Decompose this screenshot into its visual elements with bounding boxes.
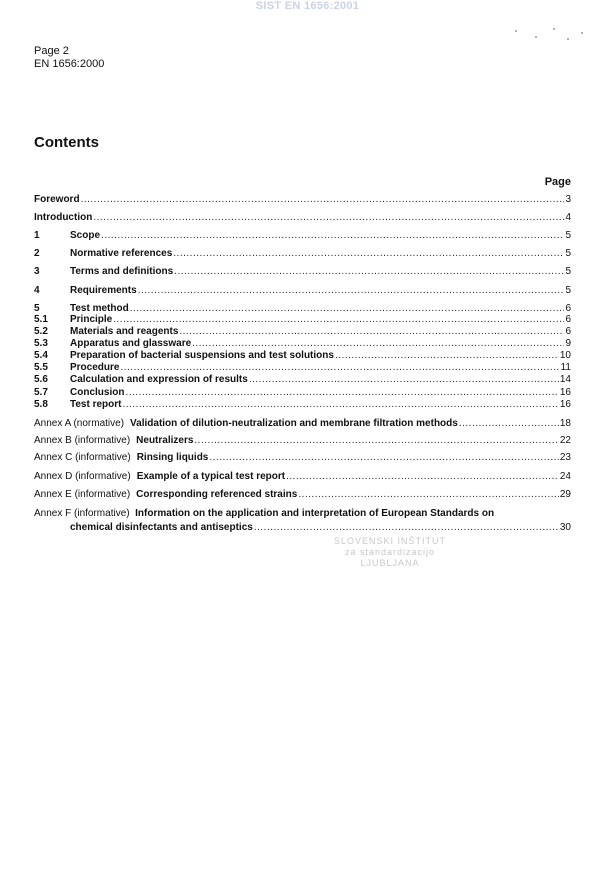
toc-entry[interactable] <box>34 211 571 225</box>
toc-entry-page: 6 <box>565 303 571 314</box>
leader-dots <box>93 211 564 225</box>
toc-entry-title: Scope <box>70 230 101 241</box>
toc-entry-number: 1 <box>34 230 40 241</box>
toc-entry-title: Foreword <box>34 194 80 205</box>
toc-entry[interactable] <box>34 417 571 431</box>
toc-entry-number: 5.2 <box>34 326 48 337</box>
toc-entry-page: 5 <box>565 230 571 241</box>
toc-entry-number: 5.4 <box>34 350 48 361</box>
toc-entry-number: 5.8 <box>34 399 48 410</box>
toc-entry[interactable] <box>34 470 571 484</box>
toc-entry-prefix: Annex F (informative) <box>34 508 130 519</box>
leader-dots <box>138 284 565 298</box>
toc-entry[interactable] <box>34 247 571 261</box>
toc-entry-title-cont: chemical disinfectants and antiseptics <box>70 522 253 533</box>
toc-entry-page: 5 <box>565 285 571 296</box>
toc-entry-title: Test report <box>70 399 122 410</box>
toc-entry-prefix: Annex D (informative) <box>34 471 131 482</box>
toc-entry[interactable] <box>34 434 571 448</box>
toc-entry-page: 4 <box>565 212 571 223</box>
toc-entry-title: Corresponding referenced strains <box>136 489 298 500</box>
toc-entry[interactable] <box>34 398 571 412</box>
toc-entry[interactable] <box>34 229 571 243</box>
toc-entry-title: Neutralizers <box>136 435 194 446</box>
toc-entry-number: 2 <box>34 248 40 259</box>
toc-entry[interactable] <box>34 373 571 387</box>
library-stamp: SLOVENSKI INŠTITUT za standardizacijo LJUBLJANA <box>333 536 447 568</box>
toc-entry-title: Rinsing liquids <box>136 452 209 463</box>
toc-entry-page: 23 <box>559 452 571 463</box>
toc-entry[interactable] <box>34 284 571 298</box>
toc-entry[interactable] <box>34 265 571 279</box>
toc-entry-page: 6 <box>565 326 571 337</box>
toc-entry-prefix: Annex B (informative) <box>34 435 131 446</box>
toc-entry-page: 3 <box>565 194 571 205</box>
toc-entry-page: 5 <box>565 248 571 259</box>
toc-entry-title: Test method <box>70 303 129 314</box>
toc-entry-title: Requirements <box>70 285 137 296</box>
toc-entry-prefix: Annex C (informative) <box>34 452 131 463</box>
toc-entry-title: Principle <box>70 314 113 325</box>
toc-entry-title: Apparatus and glassware <box>70 338 192 349</box>
toc-entry-title: Information on the application and interpretation of European Standards on <box>135 508 495 519</box>
toc-entry-number: 5 <box>34 303 40 314</box>
contents-title: Contents <box>34 134 99 151</box>
leader-dots <box>101 229 564 243</box>
toc-entry-title: Materials and reagents <box>70 326 179 337</box>
toc-entry-number: 4 <box>34 285 40 296</box>
leader-dots <box>123 398 559 412</box>
toc-entry-title: Example of a typical test report <box>136 471 286 482</box>
toc-entry-number: 5.3 <box>34 338 48 349</box>
toc-entry-page: 9 <box>565 338 571 349</box>
leader-dots <box>286 470 559 484</box>
toc-entry-page: 16 <box>559 387 571 398</box>
toc-entry-prefix: Annex E (informative) <box>34 489 131 500</box>
watermark: SIST EN 1656:2001 <box>255 0 360 12</box>
toc-entry-title: Calculation and expression of results <box>70 374 248 385</box>
toc-entry-page: 11 <box>560 362 571 373</box>
leader-dots <box>173 247 564 261</box>
toc-entry-page: 24 <box>559 471 571 482</box>
leader-dots <box>209 451 559 465</box>
toc-entry-number: 5.1 <box>34 314 48 325</box>
toc-entry-prefix: Annex A (normative) <box>34 418 125 429</box>
toc-entry-title: Introduction <box>34 212 93 223</box>
toc-entry-page: 5 <box>565 266 571 277</box>
page-header <box>34 45 104 71</box>
leader-dots <box>298 488 559 502</box>
toc-entry-page: 10 <box>559 350 571 361</box>
toc-entry-number: 5.6 <box>34 374 48 385</box>
toc-entry-title: Validation of dilution-neutralization and membrane filtration methods <box>130 418 458 429</box>
toc-entry-title: Conclusion <box>70 387 125 398</box>
toc-entry-number: 3 <box>34 266 40 277</box>
toc-entry-page: 14 <box>559 374 571 385</box>
toc-entry-title: Preparation of bacterial suspensions and test solutions <box>70 350 334 361</box>
page-column-label: Page <box>544 176 571 188</box>
leader-dots <box>254 521 559 535</box>
leader-dots <box>249 373 559 387</box>
toc-entry[interactable] <box>34 451 571 465</box>
toc-entry[interactable] <box>34 193 571 207</box>
toc-entry-title: Terms and definitions <box>70 266 174 277</box>
leader-dots <box>459 417 559 431</box>
page-label: Page 2 <box>34 45 69 57</box>
toc-entry-page: 30 <box>559 522 571 533</box>
toc-entry-page: 18 <box>559 418 571 429</box>
toc-entry-title: Normative references <box>70 248 173 259</box>
toc-entry-page: 16 <box>559 399 571 410</box>
toc-entry-number: 5.7 <box>34 387 48 398</box>
leader-dots <box>81 193 565 207</box>
toc-entry-title: Procedure <box>70 362 120 373</box>
toc-entry-page: 29 <box>559 489 571 500</box>
leader-dots <box>174 265 564 279</box>
toc-entry[interactable] <box>34 488 571 502</box>
toc-entry-annex-f-continued[interactable] <box>34 521 571 535</box>
toc-entry-number: 5.5 <box>34 362 48 373</box>
standard-number: EN 1656:2000 <box>34 58 105 70</box>
toc-entry-annex-f[interactable] <box>34 507 494 521</box>
leader-dots <box>194 434 558 448</box>
toc-entry-page: 22 <box>559 435 571 446</box>
toc-entry-page: 6 <box>565 314 571 325</box>
